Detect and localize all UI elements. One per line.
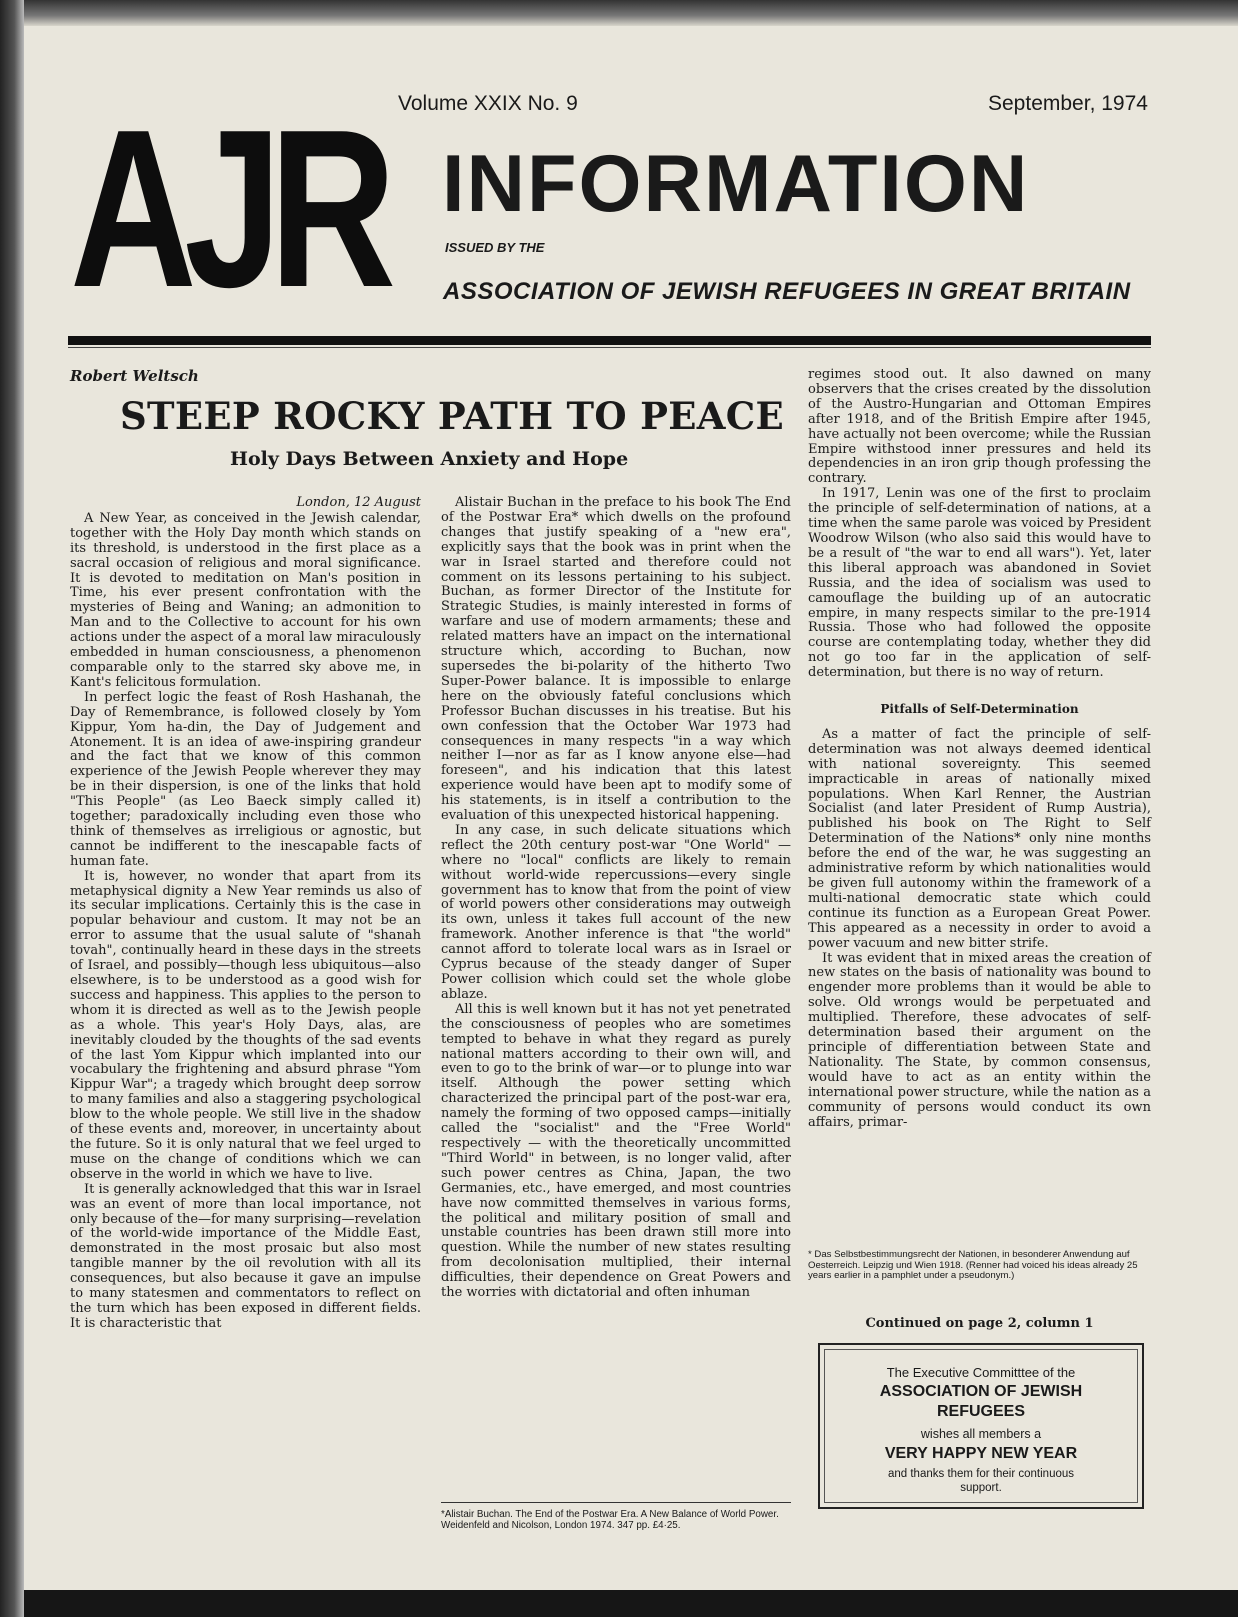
footnote-renner: * Das Selbstbestimmungsrecht der Nationen, in besonderer Anwendung auf Oesterreich. Leipzig und Wien 1918. (Renner had voiced his ideas already 25 years earlier in a pamphlet under a pseudonym.) [808, 1249, 1138, 1282]
paragraph: A New Year, as conceived in the Jewish calendar, together with the Holy Day month which stands on its threshold, is understood in the first place as a sacral occasion of religious and moral significance. It is devoted to meditation on Man's position in Time, his ever present confrontation with the mysteries of Being and Waning; an admonition to Man and to the Collective to account for his own actions under the aspect of a moral law miraculously embedded in human consciousness, a phenomenon comparable only to the starred sky above me, in Kant's felicitous formulation. [70, 510, 421, 690]
masthead-title: INFORMATION [442, 139, 1030, 229]
article-column-3 [808, 368, 1151, 1130]
issued-by-label: ISSUED BY THE [445, 240, 545, 255]
paragraph: It is, however, no wonder that apart from its metaphysical dignity a New Year reminds us also of its secular implications. Certainly this is the case in popular behaviour and custom. It may not be an error to assume that the usual salute of "shanah tovah", continually heard in these days in the streets of Israel, and possibly—though less ubiquitous—also elsewhere, is to be understood as a good wish for success and happiness. This applies to the person to whom it is directed as well as to the Jewish people as a whole. This year's Holy Days, alas, are inevitably clouded by the thoughts of the sad events of the last Yom Kippur which implanted into our vocabulary the frightening and absurd phrase "Yom Kippur War"; a tragedy which brought deep sorrow to many families and also a staggering psychological blow to the whole people. We still live in the shadow of these events and, moreover, in uncertainty about the future. So it is only natural that we feel urged to muse on the change of conditions which we can observe in the world in which we have to live. [70, 868, 421, 1182]
paragraph: In any case, in such delicate situations which reflect the 20th century post-war "One World" —where no "local" conflicts are likely to remain without world-wide repercussions—every single government has to know that from the point of view of world powers other considerations may outweigh its own, unless it takes full account of the new framework. Another inference is that "the world" cannot afford to tolerate local wars as in Israel or Cyprus because of the steady danger of Super Power collision which could set the whole globe ablaze. [441, 822, 791, 1002]
paragraph: Alistair Buchan in the preface to his book The End of the Postwar Era* which dwells on the profound changes that justify speaking of a "new era", explicitly says that the book was in print when the war in Israel started and therefore could not comment on its lessons pertaining to his subject. Buchan, as former Director of the Institute for Strategic Studies, is mainly interested in forms of warfare and use of modern armaments; these and related matters have an impact on the international structure which, according to Buchan, now supersedes the bi-polarity of the hitherto Two Super-Power balance. It is impossible to enlarge here on the obviously fateful conclusions which Professor Buchan discusses in his treatise. But his own confession that the October War 1973 had consequences in many respects "in a way which neither I—nor as far as I know anyone else—had foreseen", and his indication that this latest experience would have been apt to modify some of his statements, is in itself a contribution to the evaluation of this unexpected historical happening. [441, 495, 791, 824]
masthead-logo: AJR [70, 82, 384, 334]
paragraph: It is generally acknowledged that this war in Israel was an event of more than local importance, not only because of the—for many surprising—revelation of the world-wide importance of the Middle East, demonstrated in the most prosaic but also most tangible manner by the oil revolution with all its consequences, but also because it gave an impulse to many statesmen and commentators to reflect on the turn which has been exposed in different fields. It is characteristic that [70, 1181, 421, 1331]
top-scan-edge [24, 0, 1238, 26]
continued-notice: Continued on page 2, column 1 [865, 1316, 1094, 1331]
paragraph: In 1917, Lenin was one of the first to proclaim the principle of self-determination of nations, at a time when the same parole was voiced by President Woodrow Wilson (who also said this would have to be a result of "the war to end all wars"). Yet, later this liberal approach was abandoned in Soviet Russia, and the idea of socialism was used to camouflage the building up of an autocratic empire, in many respects similar to the pre-1914 Russia. Those who had followed the opposite course are contemplating today, whether they did not go too far in the application of self-determination, but there is no way of return. [808, 486, 1151, 681]
masthead-rule [68, 336, 1151, 345]
association-name: ASSOCIATION OF JEWISH REFUGEES IN GREAT BRITAIN [443, 278, 1131, 305]
article-headline: STEEP ROCKY PATH TO PEACE [120, 394, 784, 438]
page-binding-edge [0, 0, 24, 1617]
author-byline: Robert Weltsch [70, 367, 199, 385]
volume-number: Volume XXIX No. 9 [398, 92, 578, 115]
footnote-buchan: *Alistair Buchan. The End of the Postwar Era. A New Balance of World Power. Weidenfeld and Nicolson, London 1974. 347 pp. £4·25. [441, 1502, 791, 1531]
paragraph: In perfect logic the feast of Rosh Hashanah, the Day of Remembrance, is followed closely by Yom Kippur, Yom ha-din, the Day of Judgement and Atonement. It is an idea of awe-inspiring grandeur and the fact that we know of this common experience of the Jewish People wherever they may be in their dispersion, is one of the links that hold "This People" (as Leo Baeck simply called it) together; paradoxically including even those who think of themselves as irreligious or agnostic, but cannot be indifferent to the inescapable facts of human fate. [70, 689, 421, 869]
paragraph: It was evident that in mixed areas the creation of new states on the basis of nationality was bound to engender more problems than it would be able to solve. Old wrongs would be perpetuated and multiplied. Therefore, these advocates of self-determination based their argument on the principle of differentiation between State and Nationality. The State, by common consensus, would have to act as an entity within the international power structure, while the nation as a community of persons would conduct its own affairs, primar- [808, 950, 1151, 1130]
paragraph: regimes stood out. It also dawned on many observers that the crises created by the dissolution of the Austro-Hungarian and Ottoman Empires after 1918, and of the British Empire after 1945, have actually not been overcome; while the Russian Empire withstood inner pressures and held its dependencies in an iron grip though professing the contrary. [808, 367, 1151, 487]
bottom-scan-edge [24, 1590, 1238, 1617]
greeting-line: The Executive Committtee of the [886, 1365, 1076, 1380]
greeting-association-2: REFUGEES [936, 1403, 1025, 1420]
dateline: London, 12 August [296, 495, 421, 510]
section-subheading: Pitfalls of Self-Determination [880, 702, 1079, 717]
article-column-1 [70, 496, 421, 1332]
greeting-line: wishes all members a [920, 1427, 1042, 1441]
greeting-headline: VERY HAPPY NEW YEAR [884, 1445, 1078, 1462]
article-column-2 [441, 496, 791, 1301]
greeting-line: and thanks them for their continuous support. [887, 1468, 1075, 1494]
paragraph: As a matter of fact the principle of self-determination was not always deemed identical with national sovereignty. This seemed impracticable in areas of nationally mixed populations. When Karl Renner, the Austrian Socialist (and later President of Rump Austria), published his book on The Right to Self Determination of the Nations* only nine months before the end of the war, he was suggesting an administrative reform by which nationalities would be given full autonomy within the framework of a multi-national democratic state which could continue its function as a European Great Power. This appeared as a necessity in order to avoid a power vacuum and new bitter strife. [808, 726, 1151, 951]
new-year-greeting-box [818, 1343, 1144, 1509]
issue-date: September, 1974 [988, 92, 1148, 115]
paragraph: All this is well known but it has not yet penetrated the consciousness of peoples who are sometimes tempted to behave in what they regard as purely national matters according to their own will, and even to go to the brink of war—or to plunge into war itself. Although the power setting which characterized the principal part of the post-war era, namely the forming of two opposed camps—initially called the "socialist" and the "Free World" respectively — with the theoretically uncommitted "Third World" in between, is no longer valid, after such power centres as China, Japan, the two Germanies, etc., have emerged, and most countries have now committed themselves in various forms, the political and military position of small and unstable countries has been drawn still more into question. While the number of new states resulting from decolonisation multiplied, their internal difficulties, their dependence on Great Powers and the worries with dictatorial and often inhuman [441, 1001, 791, 1301]
article-subheadline: Holy Days Between Anxiety and Hope [230, 448, 629, 470]
greeting-association: ASSOCIATION OF JEWISH [879, 1383, 1083, 1400]
masthead-rule-thin [68, 347, 1151, 348]
